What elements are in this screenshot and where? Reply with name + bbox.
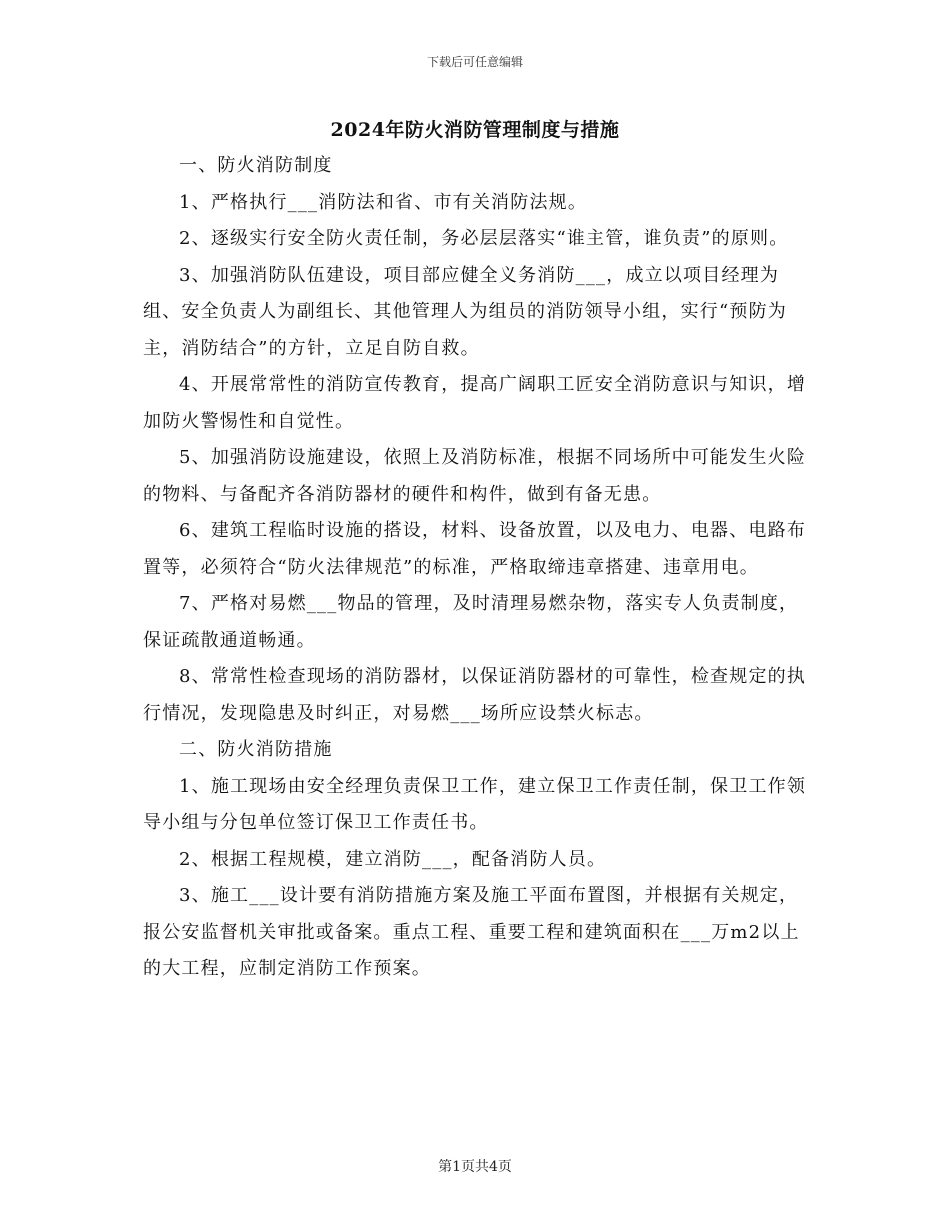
paragraph: 7、严格对易燃___物品的管理，及时清理易燃杂物，落实专人负责制度，保证疏散通道畅通。 <box>143 593 799 651</box>
document-title: 2024年防火消防管理制度与措施 <box>330 119 620 141</box>
paragraph: 5、加强消防设施建设，依照上及消防标准，根据不同场所中可能发生火险的物料、与备配齐各消防器材的硬件和构件，做到有备无患。 <box>143 447 807 505</box>
paragraph: 8、常常性检查现场的消防器材，以保证消防器材的可靠性，检查规定的执行情况，发现隐患及时纠正，对易燃___场所应设禁火标志。 <box>143 666 807 724</box>
section-heading-2: 二、防火消防措施 <box>179 739 333 760</box>
paragraph: 6、建筑工程临时设施的搭设，材料、设备放置，以及电力、电器、电路布置等，必须符合“防火法律规范”的标准，严格取缔违章搭建、违章用电。 <box>143 520 807 578</box>
paragraph: 2、根据工程规模，建立消防___，配备消防人员。 <box>179 848 607 870</box>
paragraph: 1、严格执行___消防法和省、市有关消防法规。 <box>179 191 588 213</box>
page-footer: 第1页共4页 <box>438 1159 512 1175</box>
paragraph: 3、施工___设计要有消防措施方案及施工平面布置图，并根据有关规定，报公安监督机关审批或备案。重点工程、重要工程和建筑面积在___万m2以上的大工程，应制定消防工作预案。 <box>143 885 800 979</box>
paragraph: 1、施工现场由安全经理负责保卫工作，建立保卫工作责任制，保卫工作领导小组与分包单位签订保卫工作责任书。 <box>143 775 807 833</box>
section-heading-1: 一、防火消防制度 <box>179 155 333 176</box>
paragraph: 2、逐级实行安全防火责任制，务必层层落实“谁主管，谁负责”的原则。 <box>179 228 789 249</box>
document-body <box>143 148 813 988</box>
paragraph: 3、加强消防队伍建设，项目部应健全义务消防___，成立以项目经理为组、安全负责人为副组长、其他管理人为组员的消防领导小组，实行“预防为主，消防结合”的方针，立足自防自救。 <box>143 264 787 359</box>
page-header: 下载后可任意编辑 <box>426 55 523 69</box>
paragraph: 4、开展常常性的消防宣传教育，提高广阔职工匠安全消防意识与知识，增加防火警惕性和自觉性。 <box>143 374 807 432</box>
